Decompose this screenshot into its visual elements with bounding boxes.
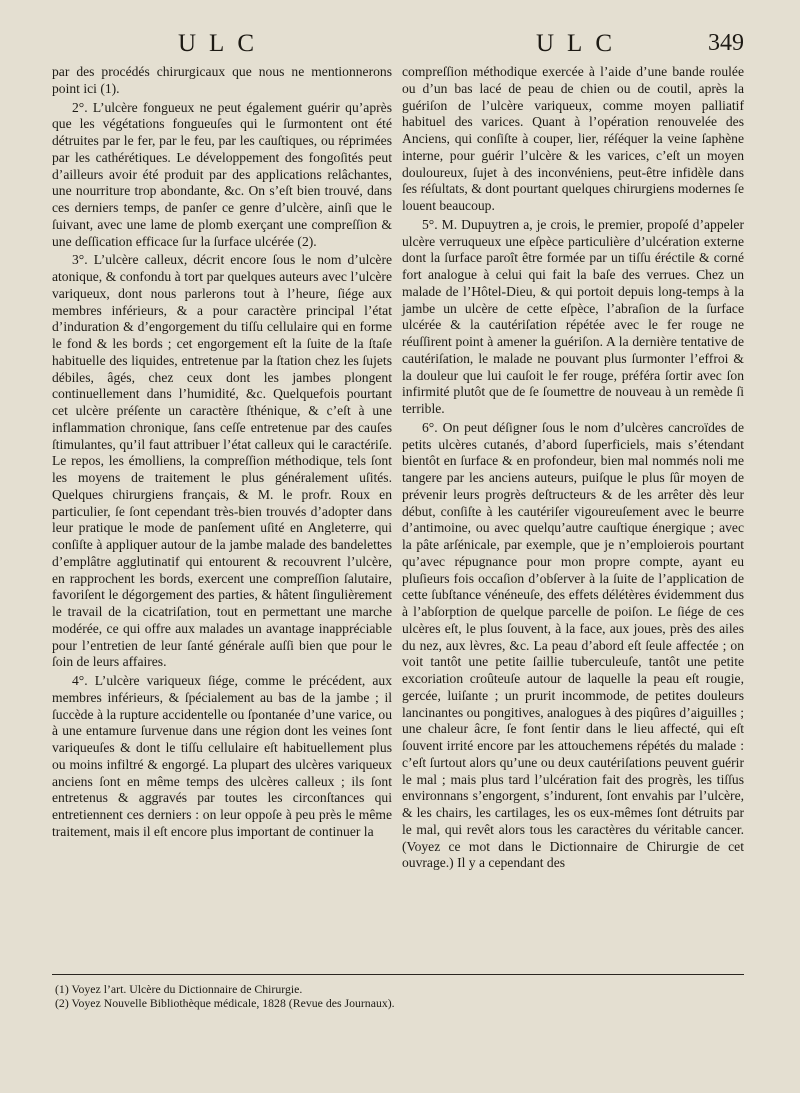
paragraph: par des procédés chirurgicaux que nous ne mentionnerons point ici (1). [52,64,392,96]
paragraph: 2°. L’ulcère fongueux ne peut également guérir qu’après que les végétations fongueuſes qui le ſurmontent ont été détruites par le fer, par le feu, par les cauſtiques, ou réprimées par les cathérétiques. Le développement des fongoſités peut d’ailleurs avoir été produit par des applications relâchantes, une nourriture trop abondante, &c. On s’eſt bien trouvé, dans ces derniers temps, de panſer ce genre d’ulcère, ainſi que le ſuivant, avec une lame de plomb exerçant une compreſſion & une deſſication efficace ſur la ſurface ulcérée (2). [52,99,392,249]
footnote-rule [52,974,744,975]
left-column [52,64,392,841]
page-number: 349 [708,30,744,56]
paragraph: compreſſion méthodique exercée à l’aide d’une bande roulée ou d’un bas lacé de peau de chien ou de coutil, après la guériſon de l’ulcère variqueux, comme moyen palliatif habituel des varices. Quant à l’opération renouvelée des Anciens, qui conſiſte à couper, lier, réſéquer la veine ſaphène interne, pour guérir l’ulcère & les varices, c’eſt un moyen douloureux, ſujet à des inconvéniens, peut-être infidèle dans ſes réſultats, & dont pourtant quelques chirurgiens modernes ſe louent beaucoup. [402,64,744,213]
running-header [0,30,800,60]
header-left: ULC [178,30,267,57]
paragraph: 3°. L’ulcère calleux, décrit encore ſous le nom d’ulcère atonique, & confondu à tort par quelques auteurs avec l’ulcère variqueux, dont nous parlerons tout à l’heure, ſiége aux membres inférieurs, & a pour caractère principal l’état d’induration & d’engorgement du tiſſu cellulaire qui en forme le fond & les bords ; cet engorgement eſt la ſuite de la ſtaſe habituelle des liquides, entretenue par la ſtation chez les ſujets débiles, âgés, chez ceux dont les jambes plongent continuellement dans l’humidité, &c. Quelquefois pourtant cet ulcère préſente un caractère ſthénique, & c’eſt à une inflammation chronique, ſans ceſſe entretenue par des cauſes ſtimulantes, qu’il faut attribuer l’état calleux qui le caractériſe. Le repos, les émolliens, la compreſſion méthodique, tels ſont les moyens de traitement le plus généralement uſités. Quelques chirurgiens français, & M. le profr. Roux en particulier, ſe ſont cependant très-bien trouvés d’adopter dans leur pratique le mode de panſement uſité en Angleterre, qui conſiſte à appliquer autour de la jambe malade des bandelettes d’emplâtre agglutinatif qui entourent & recouvrent l’ulcère, en rapprochent les bords, exercent une compreſſion ſalutaire, favoriſent le dégorgement des parties, & hâtent ſingulièrement le travail de la cicatriſation, tout en permettant une marche modérée, ce qui offre aux malades un avantage inappréciable pour l’entretien de leur ſanté générale auſſi bien que pour le ſoin de leurs affaires. [52,252,392,670]
footnote: (1) Voyez l’art. Ulcère du Dictionnaire de Chirurgie. [55,982,303,996]
paragraph: 5°. M. Dupuytren a, je crois, le premier, propoſé d’appeler ulcère verruqueux une eſpèce particulière d’ulcération externe dont la ſurface paroît être formée par un tiſſu éréctile & corné fort analogue à celui qui fait la baſe des verrues. Chez un malade de l’Hôtel-Dieu, & qui portoit depuis long-temps à la jambe un ulcère de cette eſpèce, l’abraſion de la ſurface ulcérée & la cautériſation répétée avec le fer rouge ne réuſſirent point à amener la guériſon. A la dernière tentative de cautériſation, le malade ne pouvant plus ſurmonter l’effroi & la douleur que lui cauſoit le fer rouge, préféra ſortir avec ſon infirmité plutôt que de ſe ſoumettre de nouveau à un remède ſi terrible. [402,216,744,416]
right-column [402,64,744,872]
paragraph: 6°. On peut déſigner ſous le nom d’ulcères cancroïdes de petits ulcères cutanés, d’abord ſuperficiels, mais s’étendant bientôt en ſurface & en profondeur, bien mal nommés noli me tangere par les anciens auteurs, puiſque le plus ſûr moyen de prévenir leurs progrès deſtructeurs & de les arrêter dès leur début, conſiſte à les cautériſer vigoureuſement avec le beurre d’antimoine, ou avec quelqu’autre cauſtique énergique ; avec la pâte arſénicale, par exemple, que je n’emploierois pourtant qu’avec répugnance pour mon propre compte, ayant eu pluſieurs fois occaſion d’obſerver à la ſuite de l’application de cette ſubſtance vénéneuſe, des effets délétères évidemment dus à l’abſorption de quelque parcelle de poiſon. Le ſiége de ces ulcères eſt, le plus ſouvent, à la face, aux joues, près des ailes du nez, aux lèvres, &c. La peau d’abord eſt ſeule affectée ; on voit tantôt une petite ſaillie tuberculeuſe, tantôt une petite excoriation croûteuſe autour de laquelle la peau eſt rougie, gercée, luiſante ; un prurit incommode, de petites douleurs lancinantes ou pongitives, analogues à des piqûres d’aiguilles ; une chaleur âcre, ſe font ſentir dans le lieu affecté, qui eſt ſouvent irrité encore par les attouchemens répétés du malade : c’eſt ſurtout alors qu’une ou deux cautériſations peuvent guérir le mal ; mais plus tard l’ulcération fait des progrès, les tiſſus environnans s’engorgent, s’indurent, ſont envahis par l’ulcère, & les chairs, les cartilages, les os eux-mêmes ſont détruits par le mal, qui revêt alors tous les caractères du véritable cancer. (Voyez ce mot dans le Dictionnaire de Chirurgie de cet ouvrage.) Il y a cependant des [402,419,744,871]
paragraph: 4°. L’ulcère variqueux ſiége, comme le précédent, aux membres inférieurs, & ſpécialement au bas de la jambe ; il ſuccède à la rupture accidentelle ou ſpontanée d’une varice, ou à une entamure ſurvenue dans une région dont les veines ſont variqueuſes & dont le tiſſu cellulaire eſt habituellement plus ou moins infiltré & engorgé. La plupart des ulcères variqueux anciens ſont en même temps des ulcères calleux ; ils ſont entretenus & aggravés par toutes les circonſtances qui entretiennent ces derniers : on leur oppoſe à peu près le même traitement, mais il eſt encore plus important de continuer la [52,673,392,839]
footnotes [55,982,745,1010]
footnote: (2) Voyez Nouvelle Bibliothèque médicale, 1828 (Revue des Journaux). [55,996,395,1010]
header-right: ULC [536,30,625,57]
